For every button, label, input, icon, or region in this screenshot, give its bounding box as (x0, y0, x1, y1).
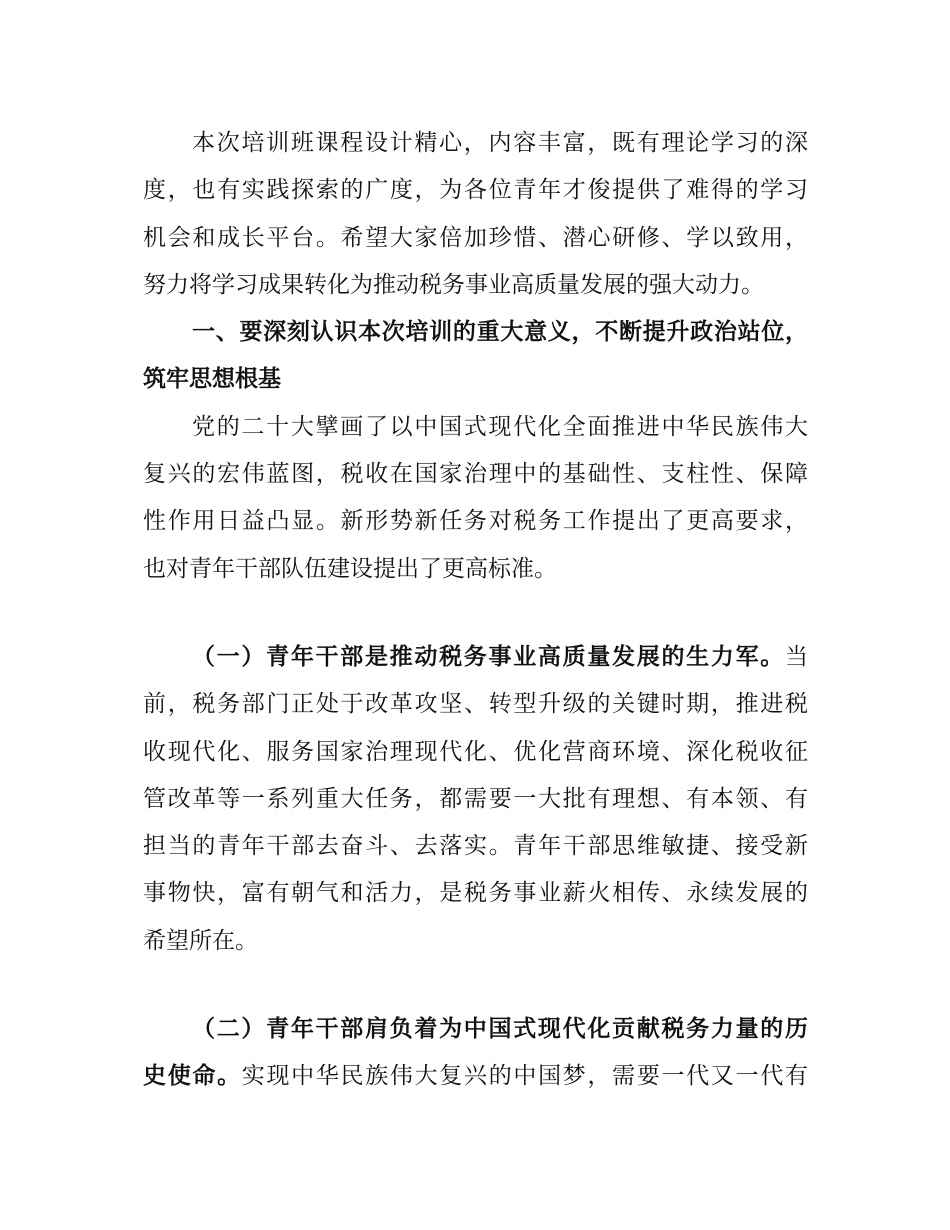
text-line (143, 120, 808, 167)
bold-text: （二）青年干部肩负着为中国式现代化贡献税务力量的历 (192, 1016, 808, 1043)
text-line (143, 1053, 808, 1100)
text-line (143, 634, 808, 681)
section-heading (143, 309, 808, 404)
text-line (143, 1006, 808, 1053)
text: 事物快，富有朝气和活力，是税务事业薪火相传、永续发展的 (143, 880, 808, 907)
text-line (143, 776, 808, 823)
text: 实现中华民族伟大复兴的中国梦，需要一代又一代有 (241, 1063, 809, 1090)
text-line (143, 870, 808, 917)
text-line (143, 167, 808, 214)
text-line (143, 823, 808, 870)
text: 前，税务部门正处于改革攻坚、转型升级的关键时期，推进税 (143, 691, 808, 718)
text-line (143, 918, 808, 965)
text-line (143, 729, 808, 776)
text: 收现代化、服务国家治理现代化、优化营商环境、深化税收征 (143, 738, 808, 765)
text: 复兴的宏伟蓝图，税收在国家治理中的基础性、支柱性、保障 (143, 461, 808, 488)
text: 性作用日益凸显。新形势新任务对税务工作提出了更高要求， (143, 508, 808, 535)
text: 也对青年干部队伍建设提出了更高标准。 (143, 555, 557, 582)
text-line (143, 215, 808, 262)
text-line (143, 498, 808, 545)
text: 担当的青年干部去奋斗、去落实。青年干部思维敏捷、接受新 (143, 833, 808, 860)
text-line (143, 262, 808, 309)
text-line (143, 356, 808, 403)
text-line (143, 546, 808, 593)
text-line (143, 309, 808, 356)
paragraph (143, 404, 808, 593)
bold-text: 筑牢思想根基 (143, 366, 281, 393)
bold-text: 一、要深刻认识本次培训的重大意义，不断提升政治站位， (192, 319, 808, 346)
text: 本次培训班课程设计精心，内容丰富，既有理论学习的深 (192, 130, 808, 156)
text: 当 (785, 643, 808, 670)
text: 机会和成长平台。希望大家倍加珍惜、潜心研修、学以致用， (143, 224, 808, 251)
bold-text: 史使命。 (143, 1063, 242, 1090)
document-body (143, 120, 808, 1101)
text: 度，也有实践探索的广度，为各位青年才俊提供了难得的学习 (143, 177, 808, 204)
text: 管改革等一系列重大任务，都需要一大批有理想、有本领、有 (143, 785, 808, 812)
paragraph (143, 120, 808, 309)
paragraph (143, 1006, 808, 1101)
text: 希望所在。 (143, 927, 258, 954)
text-line (143, 451, 808, 498)
text-line (143, 681, 808, 728)
paragraph (143, 634, 808, 965)
text-line (143, 404, 808, 451)
text: 努力将学习成果转化为推动税务事业高质量发展的强大动力。 (143, 271, 764, 298)
bold-text: （一）青年干部是推动税务事业高质量发展的生力军。 (192, 643, 785, 670)
text: 党的二十大擘画了以中国式现代化全面推进中华民族伟大 (192, 413, 808, 440)
